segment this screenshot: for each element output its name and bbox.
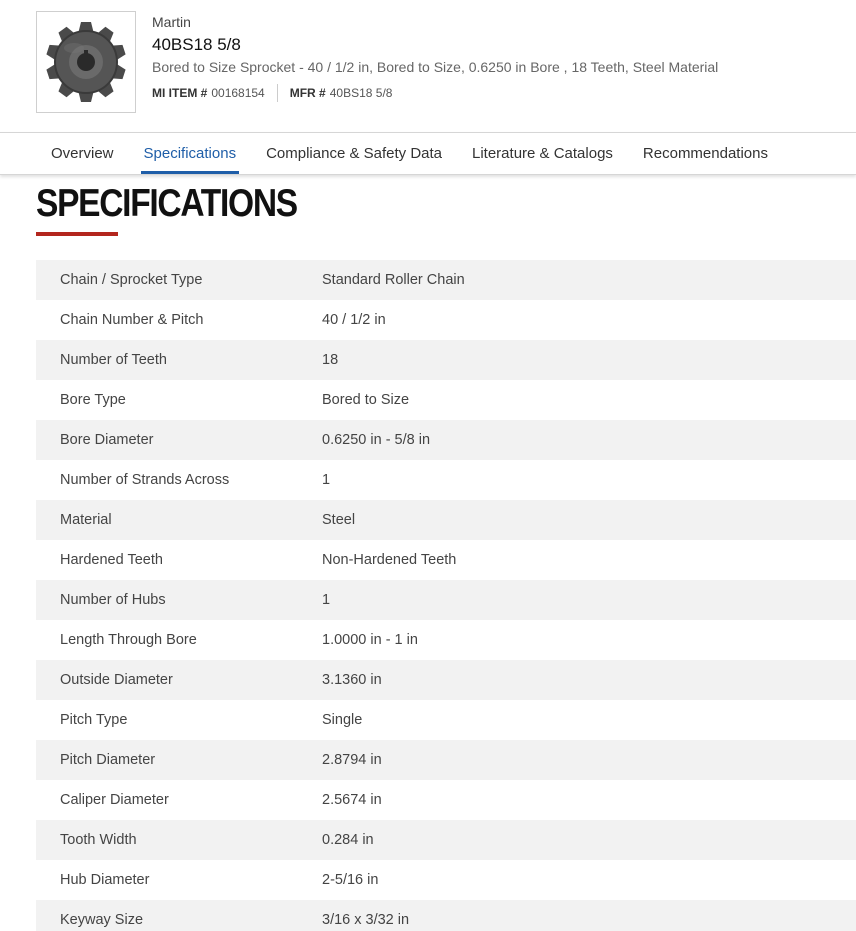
table-row (36, 380, 856, 420)
table-row (36, 860, 856, 900)
mfr-label: MFR # (289, 86, 326, 100)
spec-value: 2-5/16 in (322, 872, 379, 888)
spec-name: Keyway Size (60, 912, 144, 928)
product-description: Bored to Size Sprocket - 40 / 1/2 in, Bored to Size, 0.6250 in Bore , 18 Teeth, Steel Material (152, 59, 719, 75)
section-title: SPECIFICATIONS (36, 182, 297, 225)
title-underline (36, 232, 118, 236)
table-row (36, 540, 856, 580)
spec-value: 1 (322, 472, 331, 488)
spec-name: Bore Diameter (60, 432, 154, 448)
spec-value: 1 (322, 592, 331, 608)
tab-overview[interactable]: Overview (51, 145, 114, 162)
spec-value: 3/16 x 3/32 in (322, 912, 410, 928)
table-row (36, 340, 856, 380)
brand-name[interactable]: Martin (152, 14, 191, 30)
spec-name: Number of Teeth (60, 352, 167, 368)
spec-value: 18 (322, 352, 339, 368)
part-number: 40BS18 5/8 (152, 35, 241, 54)
spec-value: Single (322, 712, 363, 728)
section-tabs (0, 132, 856, 175)
product-header (0, 0, 856, 132)
table-row (36, 580, 856, 620)
spec-name: Pitch Diameter (60, 752, 156, 768)
product-thumbnail[interactable] (36, 11, 136, 113)
spec-value: 3.1360 in (322, 672, 382, 688)
product-identifiers (152, 84, 718, 102)
spec-value: Steel (322, 512, 356, 528)
spec-name: Outside Diameter (60, 672, 173, 688)
table-row (36, 900, 856, 931)
tab-compliance-safety-data[interactable]: Compliance & Safety Data (266, 145, 442, 162)
spec-name: Chain Number & Pitch (60, 312, 204, 328)
spec-name: Chain / Sprocket Type (60, 272, 203, 288)
table-row (36, 740, 856, 780)
spec-name: Length Through Bore (60, 632, 197, 648)
tab-literature-catalogs[interactable]: Literature & Catalogs (472, 145, 613, 162)
spec-name: Hardened Teeth (60, 552, 163, 568)
tab-specifications[interactable]: Specifications (129, 133, 252, 174)
spec-value: 2.5674 in (322, 792, 382, 808)
tab-recommendations[interactable]: Recommendations (642, 145, 768, 162)
table-row (36, 820, 856, 860)
id-divider (277, 84, 278, 102)
specifications-table (36, 260, 856, 931)
spec-name: Number of Hubs (60, 592, 166, 608)
table-row (36, 420, 856, 460)
table-row (36, 300, 856, 340)
spec-name: Number of Strands Across (60, 472, 230, 488)
spec-name: Hub Diameter (60, 872, 150, 888)
table-row (36, 780, 856, 820)
spec-name: Bore Type (60, 392, 126, 408)
spec-name: Pitch Type (60, 712, 128, 728)
spec-value: Standard Roller Chain (322, 272, 465, 288)
mfr-value: 40BS18 5/8 (329, 86, 393, 100)
spec-name: Tooth Width (60, 832, 137, 848)
table-row (36, 700, 856, 740)
spec-value: Non-Hardened Teeth (322, 552, 457, 568)
spec-value: Bored to Size (322, 392, 410, 408)
spec-value: 2.8794 in (322, 752, 382, 768)
spec-name: Caliper Diameter (60, 792, 169, 808)
spec-name: Material (60, 512, 112, 528)
spec-value: 0.6250 in - 5/8 in (322, 432, 431, 448)
table-row (36, 500, 856, 540)
table-row (36, 260, 856, 300)
spec-value: 40 / 1/2 in (322, 312, 386, 328)
table-row (36, 620, 856, 660)
table-row (36, 460, 856, 500)
spec-value: 0.284 in (322, 832, 374, 848)
spec-value: 1.0000 in - 1 in (322, 632, 418, 648)
mi-item-label: MI ITEM # (152, 86, 208, 100)
sprocket-image (43, 19, 129, 105)
table-row (36, 660, 856, 700)
mi-item-value: 00168154 (211, 86, 265, 100)
